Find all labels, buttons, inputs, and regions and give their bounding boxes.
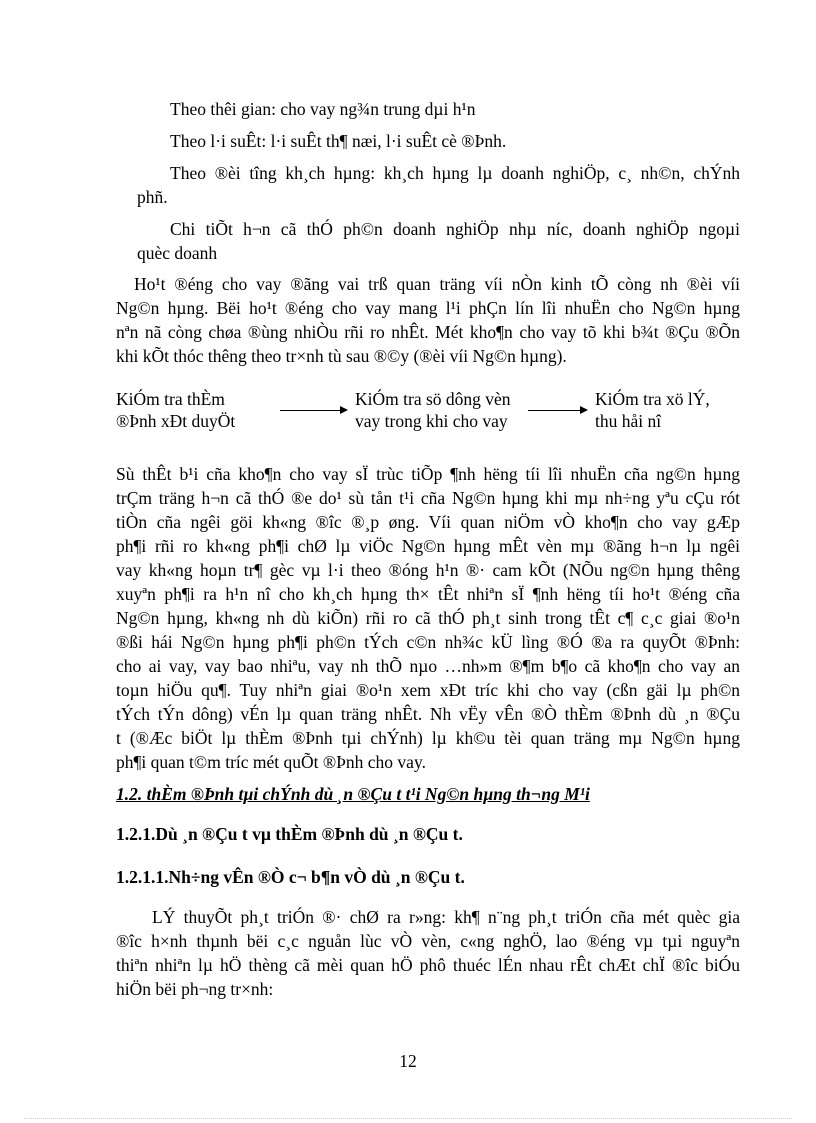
para-time: Theo thêi gian: cho vay ng¾n trung dµi h¹n <box>170 99 476 119</box>
footer-divider <box>24 1118 792 1119</box>
theory-line-text: thiªn nhiªn lµ hÖ thèng cã mèi quan hÖ phô thuéc lÉn nhau rÊt chÆt chÏ ®îc biÓu <box>116 955 740 975</box>
para-activity-text-1: Ho¹t ®éng cho vay ®ãng vai trß quan träng víi nÒn kinh tÕ còng nh ®èi víi <box>134 274 740 294</box>
subsection-title-2: 1.2.1.1.Nh÷ng vÊn ®Ò c¬ b¶n vÒ dù ¸n ®Çu t. <box>116 867 465 887</box>
para-activity-text-2: Ng©n hµng. Bëi ho¹t ®éng cho vay mang l¹i phÇn lín lîi nhuËn cho Ng©n hµng <box>116 298 740 318</box>
body-line-7 <box>116 607 740 629</box>
body-line-text: tÝch tÝn dông) vÉn lµ quan träng nhÊt. Nh vËy vÊn ®Ò thÈm ®Þnh dù ¸n ®Çu <box>116 704 740 724</box>
body-line-text: tiÒn cña ngêi göi kh«ng ®îc ®¸p øng. Víi quan niÖm vÒ kho¶n cho vay gÆp <box>116 512 740 532</box>
body-line-text: vay kh«ng hoµn tr¶ gèc vµ l·i theo ®óng h¹n ®· cam kÕt (NÕu ng©n hµng thêng <box>116 560 740 580</box>
flow-arrow-1 <box>280 410 346 411</box>
theory-line-3 <box>116 954 740 976</box>
para-activity-line-3 <box>116 321 740 343</box>
body-line-text: cho ai vay, vay bao nhiªu, vay nh thÕ nµo …nh»m ®¶m b¶o cã kho¶n cho vay an <box>116 656 740 676</box>
flow-step-1-line-1: KiÓm tra thÈm <box>116 389 225 409</box>
theory-line-text: ®îc h×nh thµnh bëi c¸c nguån lùc vÒ vèn, c«ng nghÖ, lao ®éng vµ tµi nguyªn <box>116 931 740 951</box>
body-line-text: Ng©n hµng, kh«ng nh dù kiÕn) rñi ro cã thÓ ph¸t sinh trong tÊt c¶ c¸c giai ®o¹n <box>116 608 740 628</box>
body-line-text: xuyªn ph¶i ra h¹n nî cho kh¸ch hµng th× tÊt nhiªn sÏ ¶nh hëng tíi ho¹t ®éng cña <box>116 584 740 604</box>
body-line-12 <box>116 727 740 749</box>
body-line-4 <box>116 535 740 557</box>
body-line-text: trÇm träng h¬n cã thÓ ®e do¹ sù tån t¹i cña Ng©n hµng khi mµ nh÷ng yªu cÇu rót <box>116 488 740 508</box>
theory-line-text: LÝ thuyÕt ph¸t triÓn ®· chØ ra r»ng: kh¶ n¨ng ph¸t triÓn cña mét quèc gia <box>152 907 740 927</box>
body-line-2 <box>116 487 740 509</box>
section-title: 1.2. thÈm ®Þnh tµi chÝnh dù ¸n ®Çu t t¹i Ng©n hµng th¬ng M¹i <box>116 784 590 804</box>
para-detail-line-1 <box>170 218 740 240</box>
para-customer-line-1 <box>170 162 740 184</box>
flow-step-1 <box>116 388 235 432</box>
body-line-text: t (®Æc biÖt lµ thÈm ®Þnh tµi chÝnh) lµ kh©u tèi quan träng mµ Ng©n hµng <box>116 728 740 748</box>
para-rate: Theo l·i suÊt: l·i suÊt th¶ næi, l·i suÊt cè ®Þnh. <box>170 131 507 151</box>
flow-step-1-line-2: ®Þnh xÐt duyÖt <box>116 411 236 431</box>
body-line-1 <box>116 463 740 485</box>
para-customer-text-1: Theo ®èi tîng kh¸ch hµng: kh¸ch hµng lµ doanh nghiÖp, c¸ nh©n, chÝnh <box>170 163 740 183</box>
para-detail-line-2: quèc doanh <box>137 243 218 263</box>
theory-line-2 <box>116 930 740 952</box>
page-number: 12 <box>399 1051 417 1071</box>
body-line-5 <box>116 559 740 581</box>
theory-line-4: hiÖn bëi ph¬ng tr×nh: <box>116 979 274 999</box>
para-customer-line-2: phñ. <box>137 187 168 207</box>
body-line-text: ph¶i rñi ro kh«ng ph¶i chØ lµ viÖc Ng©n hµng mÊt vèn mµ ®ãng h¬n lµ ngêi <box>116 536 740 556</box>
body-line-6 <box>116 583 740 605</box>
subsection-title-1: 1.2.1.Dù ¸n ®Çu t vµ thÈm ®Þnh dù ¸n ®Çu t. <box>116 824 463 844</box>
body-line-text: Sù thÊt b¹i cña kho¶n cho vay sÏ trùc tiÕp ¶nh hëng tíi lîi nhuËn cña ng©n hµng <box>116 464 740 484</box>
para-activity-line-4: khi kÕt thóc thêng theo tr×nh tù sau ®©y (®èi víi Ng©n hµng). <box>116 346 567 366</box>
flow-arrow-2 <box>528 410 586 411</box>
para-detail-text-1: Chi tiÕt h¬n cã thÓ ph©n doanh nghiÖp nhµ níc, doanh nghiÖp ngoµi <box>170 219 740 239</box>
flow-step-2 <box>355 388 511 432</box>
para-activity-line-1 <box>134 273 740 295</box>
body-line-10 <box>116 679 740 701</box>
body-line-11 <box>116 703 740 725</box>
para-activity-text-3: nªn nã còng chøa ®ùng nhiÒu rñi ro nhÊt. Mét kho¶n cho vay tõ khi b¾t ®Çu ®Õn <box>116 322 740 342</box>
para-activity-line-2 <box>116 297 740 319</box>
flow-step-3-line-1: KiÓm tra xö lÝ, <box>595 389 710 409</box>
flow-step-3 <box>595 388 710 432</box>
flow-step-2-line-2: vay trong khi cho vay <box>355 411 508 431</box>
flow-step-2-line-1: KiÓm tra sö dông vèn <box>355 389 511 409</box>
flow-step-3-line-2: thu håi nî <box>595 411 662 431</box>
body-line-text: ®ßi hái Ng©n hµng ph¶i ph©n tÝch c©n nh¾c kÜ lìng ®Ó ®a ra quyÕt ®Þnh: <box>116 632 740 652</box>
body-line-text: toµn hiÖu qu¶. Tuy nhiªn giai ®o¹n xem xÐt tríc khi cho vay (cßn gäi lµ ph©n <box>116 680 740 700</box>
body-line-9 <box>116 655 740 677</box>
theory-line-1 <box>152 906 740 928</box>
body-line-8 <box>116 631 740 653</box>
body-line-3 <box>116 511 740 533</box>
body-line-13: ph¶i quan t©m tríc mét quÕt ®Þnh cho vay. <box>116 752 426 772</box>
